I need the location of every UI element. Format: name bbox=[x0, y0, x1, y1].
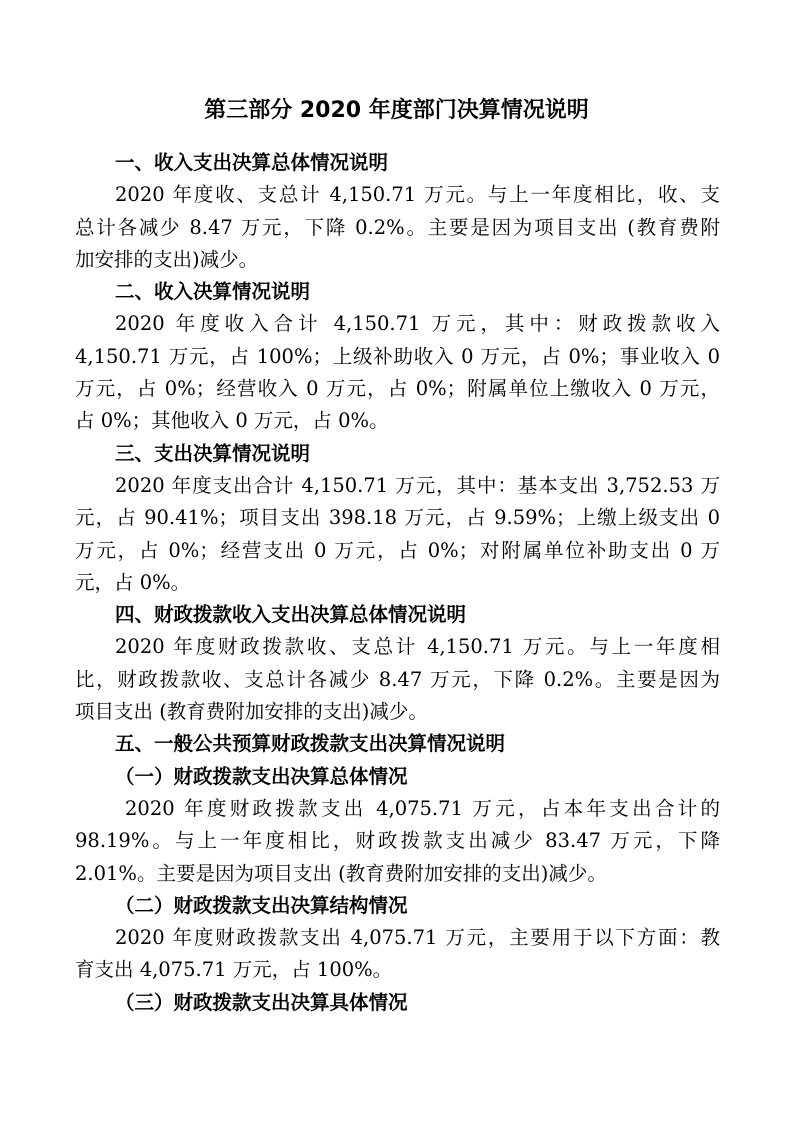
subsection-heading: （一）财政拨款支出决算总体情况 bbox=[115, 764, 408, 788]
paragraph-line: 项目支出 (教育费附加安排的支出)减少。 bbox=[75, 700, 428, 724]
paragraph-line: 2020 年度财政拨款支出 4,075.71 万元，占本年支出合计的 bbox=[125, 796, 720, 820]
paragraph-line: 98.19%。与上一年度相比，财政拨款支出减少 83.47 万元，下降 bbox=[75, 829, 720, 853]
paragraph-line: 元，占 90.41%；项目支出 398.18 万元，占 9.59%；上缴上级支出 0 bbox=[75, 506, 720, 530]
section-heading: 四、财政拨款收入支出决算总体情况说明 bbox=[115, 603, 467, 627]
paragraph-line: 2020 年度财政拨款收、支总计 4,150.71 万元。与上一年度相 bbox=[115, 635, 720, 659]
paragraph-line: 2020 年度收、支总计 4,150.71 万元。与上一年度相比，收、支 bbox=[115, 183, 720, 207]
subsection-heading: （三）财政拨款支出决算具体情况 bbox=[115, 990, 408, 1014]
paragraph-line: 比，财政拨款收、支总计各减少 8.47 万元，下降 0.2%。主要是因为 bbox=[75, 667, 720, 691]
paragraph-line: 育支出 4,075.71 万元，占 100%。 bbox=[75, 958, 393, 982]
paragraph-line: 2020 年度收入合计 4,150.71 万元，其中：财政拨款收入 bbox=[115, 312, 720, 336]
paragraph-line: 占 0%；其他收入 0 万元，占 0%。 bbox=[75, 409, 389, 433]
paragraph-line: 2020 年度支出合计 4,150.71 万元，其中：基本支出 3,752.53 万 bbox=[115, 473, 720, 497]
section-heading: 一、收入支出决算总体情况说明 bbox=[115, 151, 389, 174]
paragraph-line: 万元，占 0%；经营支出 0 万元，占 0%；对附属单位补助支出 0 万 bbox=[75, 538, 720, 562]
paragraph-line: 2.01%。主要是因为项目支出 (教育费附加安排的支出)减少。 bbox=[75, 861, 607, 885]
paragraph-line: 总计各减少 8.47 万元，下降 0.2%。主要是因为项目支出 (教育费附 bbox=[75, 215, 720, 239]
paragraph-line: 元，占 0%。 bbox=[75, 570, 191, 594]
paragraph-line: 万元，占 0%；经营收入 0 万元，占 0%；附属单位上缴收入 0 万元， bbox=[75, 377, 720, 401]
section-heading: 二、收入决算情况说明 bbox=[115, 280, 311, 304]
paragraph-line: 2020 年度财政拨款支出 4,075.71 万元，主要用于以下方面：教 bbox=[115, 926, 720, 950]
section-heading: 五、一般公共预算财政拨款支出决算情况说明 bbox=[115, 732, 506, 756]
document-body bbox=[75, 147, 720, 1019]
section-heading: 三、支出决算情况说明 bbox=[115, 441, 311, 465]
subsection-heading: （二）财政拨款支出决算结构情况 bbox=[115, 893, 408, 917]
paragraph-line: 4,150.71 万元，占 100%；上级补助收入 0 万元，占 0%；事业收入 0 bbox=[75, 344, 720, 368]
page-title: 第三部分 2020 年度部门决算情况说明 bbox=[204, 98, 589, 123]
paragraph-line: 加安排的支出)减少。 bbox=[75, 247, 259, 271]
